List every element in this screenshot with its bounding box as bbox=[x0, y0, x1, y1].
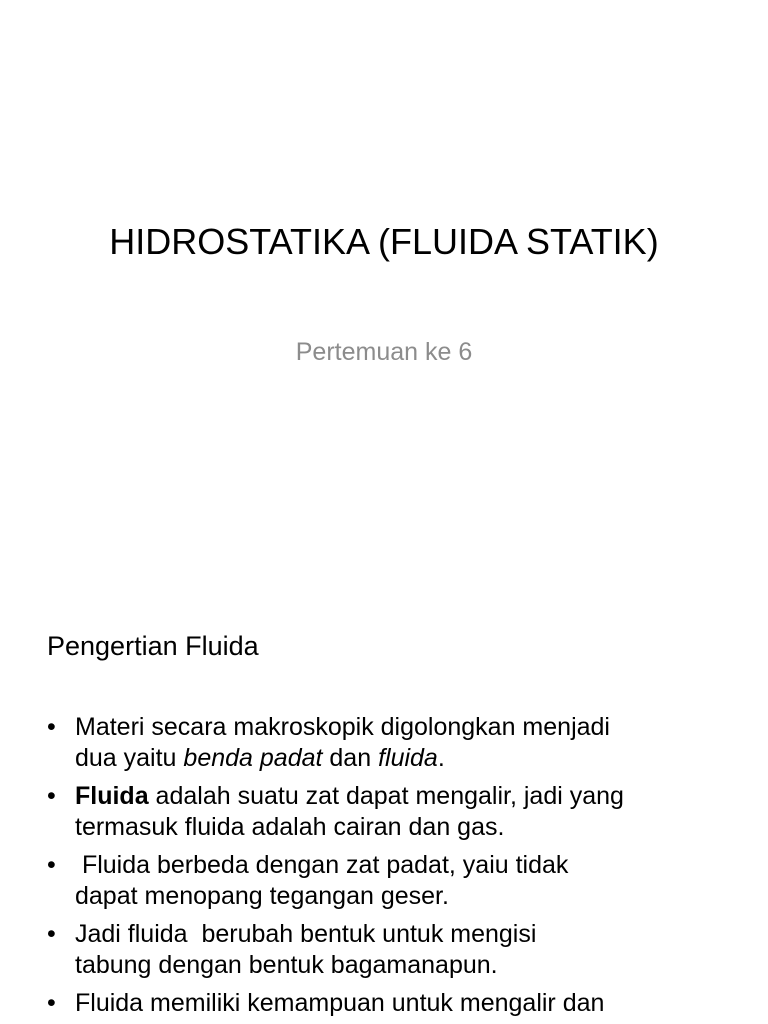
bullet-icon: • bbox=[47, 713, 56, 741]
bullet-text: tabung dengan bentuk bagamanapun. bbox=[75, 951, 498, 979]
bullet-text: adalah suatu zat dapat mengalir, jadi yang bbox=[148, 782, 624, 810]
emphasis-fluida: fluida bbox=[378, 744, 438, 772]
bullet-text: dan bbox=[322, 744, 379, 772]
bold-term-fluida: Fluida bbox=[75, 782, 149, 810]
bullet-text: Fluida memiliki kemampuan untuk mengalir dan bbox=[75, 989, 605, 1017]
bullet-item-fluida-definition bbox=[47, 781, 747, 843]
bullet-line bbox=[75, 812, 747, 843]
bullet-line bbox=[75, 850, 747, 881]
bullet-line bbox=[75, 950, 747, 981]
bullet-line bbox=[75, 988, 747, 1019]
bullet-item-fluida-vs-padat bbox=[47, 850, 747, 912]
bullet-text: Jadi fluida berubah bentuk untuk mengisi bbox=[75, 920, 537, 948]
bullet-text: termasuk fluida adalah cairan dan gas. bbox=[75, 813, 505, 841]
content-slide bbox=[0, 576, 768, 1024]
bullet-text: dapat menopang tegangan geser. bbox=[75, 882, 449, 910]
bullet-icon: • bbox=[47, 782, 56, 810]
slide-subtitle: Pertemuan ke 6 bbox=[295, 338, 473, 366]
bullet-line bbox=[75, 781, 747, 812]
bullet-icon: • bbox=[47, 920, 56, 948]
bullet-line bbox=[75, 712, 747, 743]
bullet-item-berubah-bentuk bbox=[47, 919, 747, 981]
slide-title: HIDROSTATIKA (FLUIDA STATIK) bbox=[109, 221, 659, 262]
bullet-item-materi bbox=[47, 712, 747, 774]
bullet-list bbox=[47, 712, 747, 1024]
bullet-text: . bbox=[437, 744, 445, 772]
slide-heading: Pengertian Fluida bbox=[47, 631, 259, 661]
bullet-icon: • bbox=[47, 989, 56, 1017]
emphasis-benda-padat: benda padat bbox=[183, 744, 323, 772]
bullet-text: Materi secara makroskopik digolongkan menjadi bbox=[75, 713, 610, 741]
bullet-line bbox=[75, 881, 747, 912]
bullet-item-kemampuan bbox=[47, 988, 747, 1019]
bullet-text: Fluida berbeda dengan zat padat, yaiu tidak bbox=[75, 851, 569, 879]
bullet-line bbox=[75, 919, 747, 950]
bullet-icon: • bbox=[47, 851, 56, 879]
bullet-text: dua yaitu bbox=[75, 744, 184, 772]
bullet-line bbox=[75, 743, 747, 774]
